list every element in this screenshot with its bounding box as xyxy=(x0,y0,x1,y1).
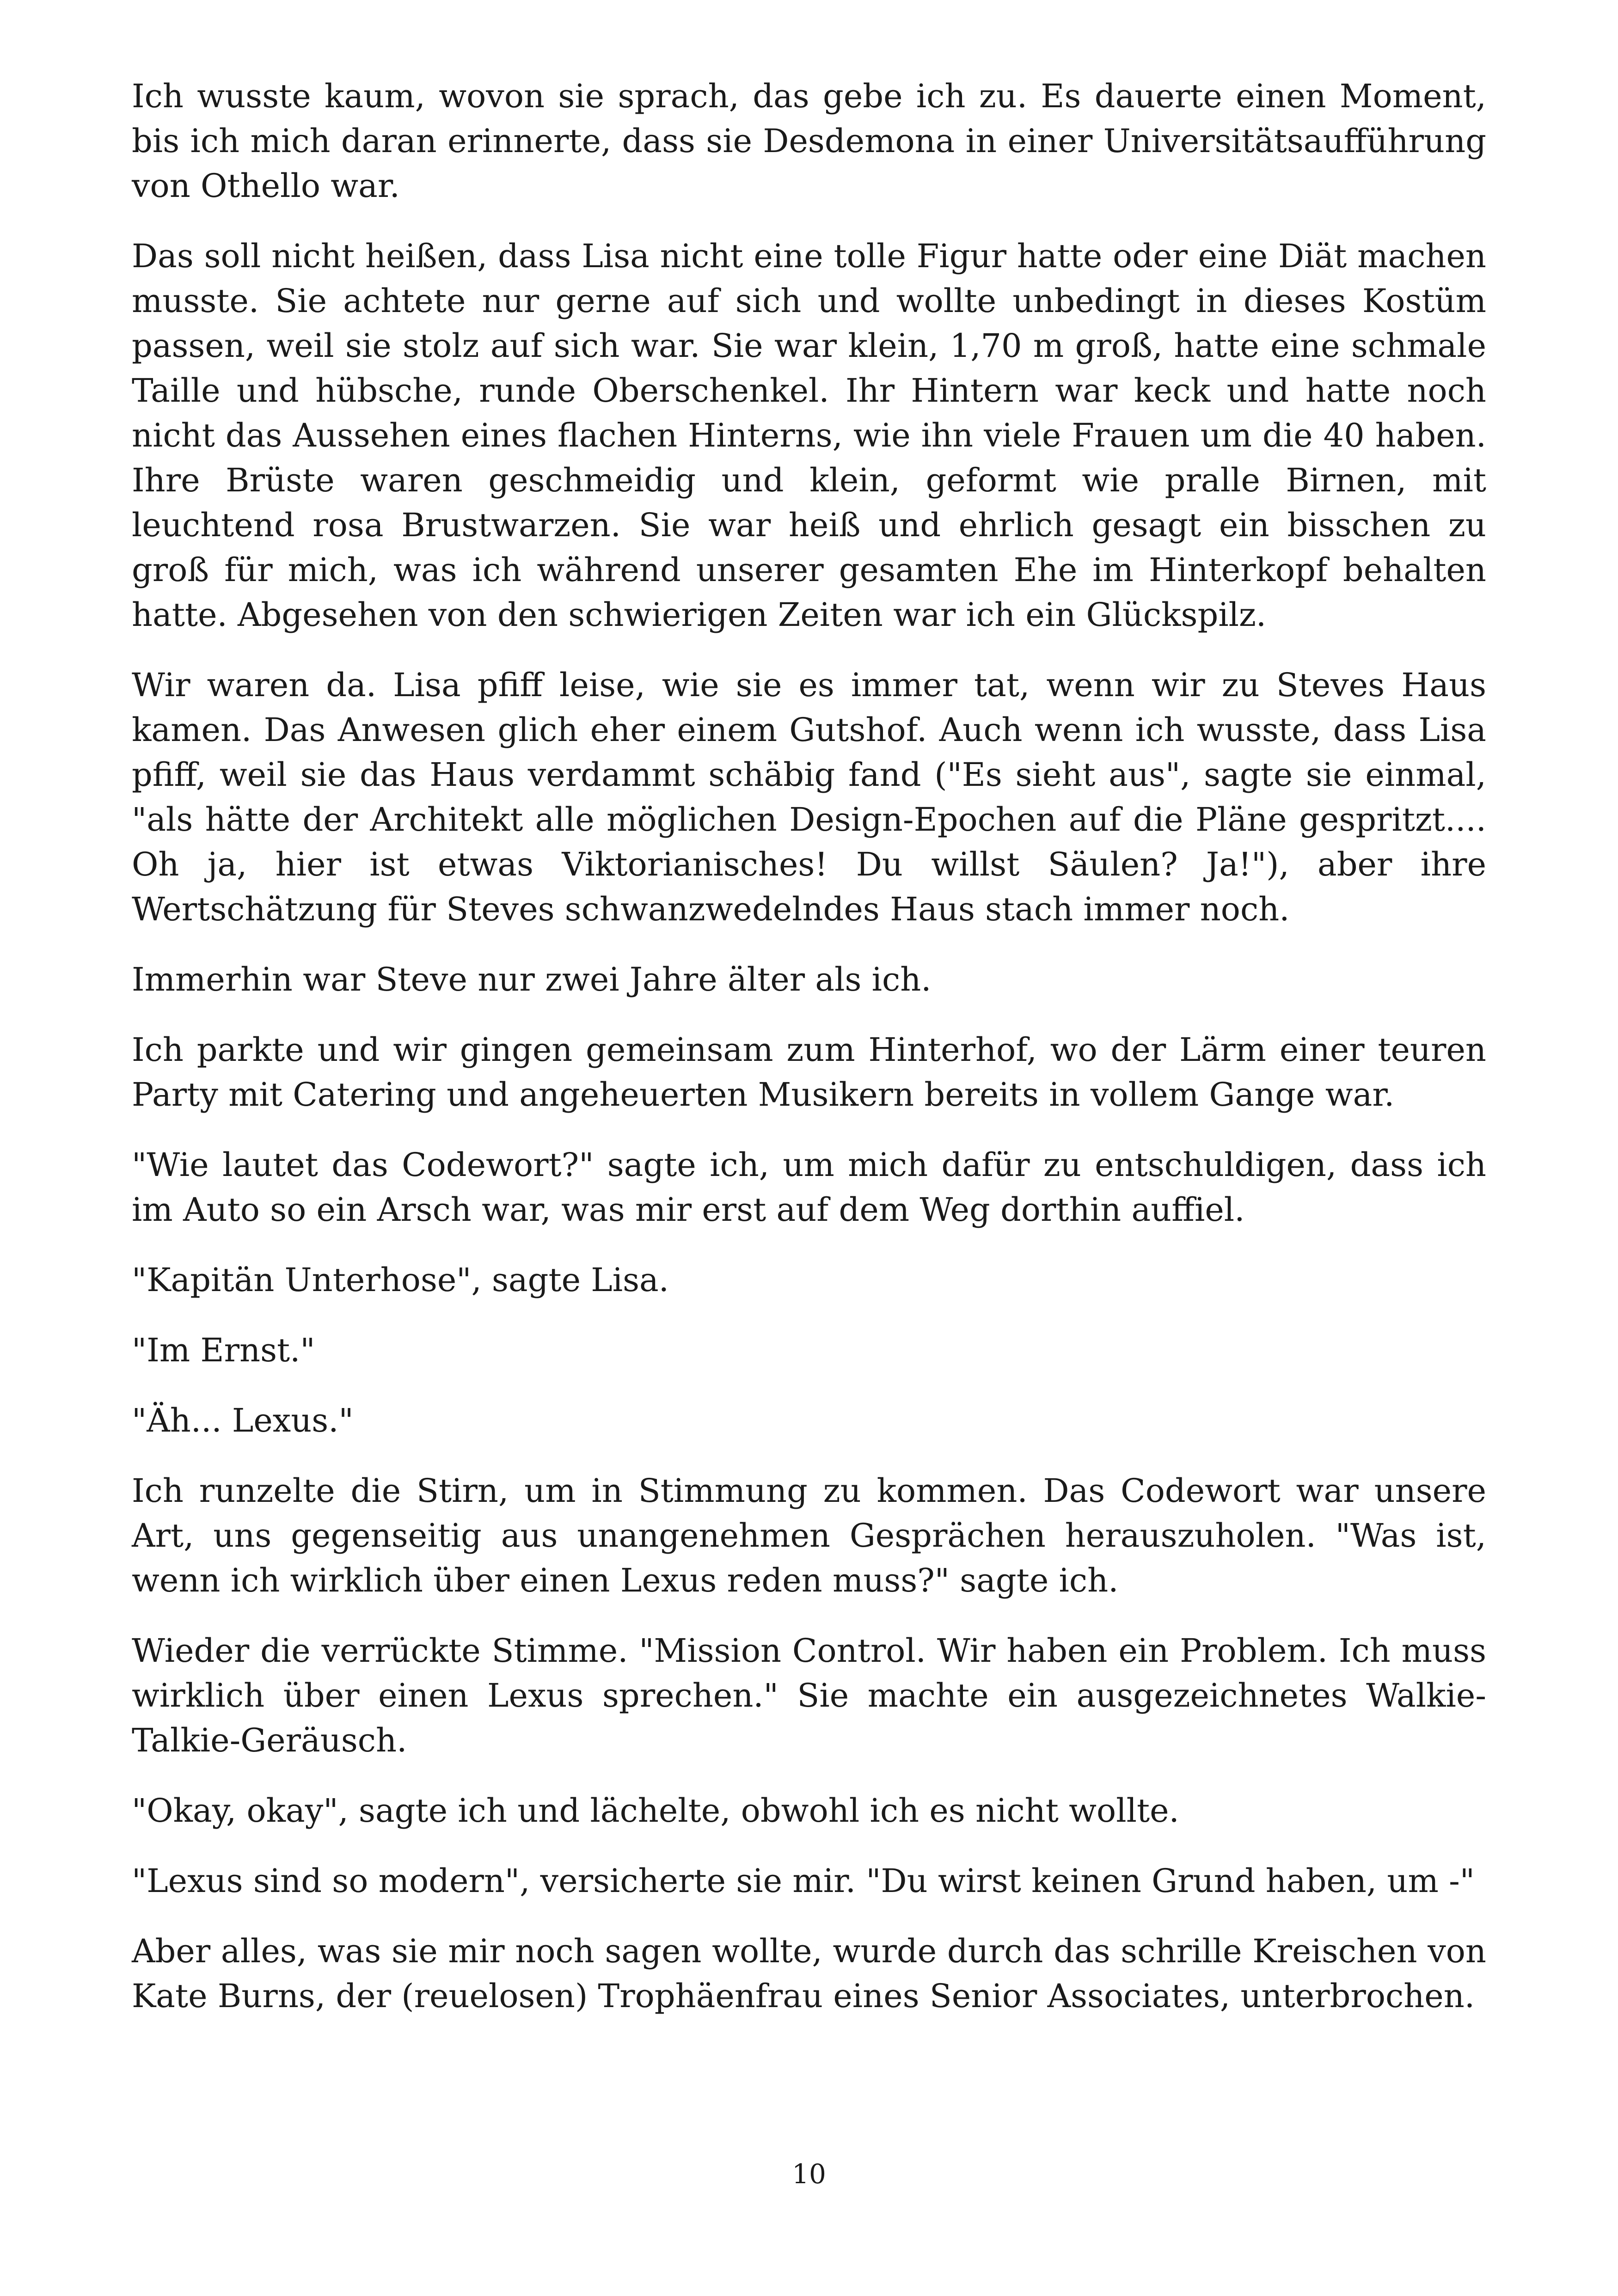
page-number: 10 xyxy=(792,2158,826,2190)
page-body xyxy=(132,74,1486,2044)
paragraph: "Kapitän Unterhose", sagte Lisa. xyxy=(132,1261,669,1299)
paragraph: Immerhin war Steve nur zwei Jahre älter als ich. xyxy=(132,961,932,998)
paragraph: Ich parkte und wir gingen gemeinsam zum Hinterhof, wo der Lärm einer teuren Party mit Catering und angeheuerten Musikern bereits in vollem Gange war. xyxy=(132,1031,1486,1114)
paragraph: Das soll nicht heißen, dass Lisa nicht eine tolle Figur hatte oder eine Diät machen musste. Sie achtete nur gerne auf sich und wollte unbedingt in dieses Kostüm passen, weil sie stolz auf sich war. Sie war klein, 1,70 m groß, hatte eine schmale Taille und hübsche, runde Oberschenkel. Ihr Hintern war keck und hatte noch nicht das Aussehen eines flachen Hinterns, wie ihn viele Frauen um die 40 haben. Ihre Brüste waren geschmeidig und klein, geformt wie pralle Birnen, mit leuchtend rosa Brustwarzen. Sie war heiß und ehrlich gesagt ein bisschen zu groß für mich, was ich während unserer gesamten Ehe im Hinterkopf behalten hatte. Abgesehen von den schwierigen Zeiten war ich ein Glückspilz. xyxy=(132,237,1486,634)
paragraph: Wir waren da. Lisa pfiff leise, wie sie es immer tat, wenn wir zu Steves Haus kamen. Das Anwesen glich eher einem Gutshof. Auch wenn ich wusste, dass Lisa pfiff, weil sie das Haus verdammt schäbig fand ("Es sieht aus", sagte sie einmal, "als hätte der Architekt alle möglichen Design-Epochen auf die Pläne gespritzt.... Oh ja, hier ist etwas Viktorianisches! Du willst Säulen? Ja!"), aber ihre Wertschätzung für Steves schwanzwedelndes Haus stach immer noch. xyxy=(132,666,1486,928)
paragraph: "Wie lautet das Codewort?" sagte ich, um mich dafür zu entschuldigen, dass ich im Auto so ein Arsch war, was mir erst auf dem Weg dorthin auffiel. xyxy=(132,1146,1486,1229)
paragraph: "Im Ernst." xyxy=(132,1331,315,1369)
paragraph: Wieder die verrückte Stimme. "Mission Control. Wir haben ein Problem. Ich muss wirklich über einen Lexus sprechen." Sie machte ein ausgezeichnetes Walkie-Talkie-Geräusch. xyxy=(132,1632,1486,1759)
paragraph: "Lexus sind so modern", versicherte sie mir. "Du wirst keinen Grund haben, um -" xyxy=(132,1862,1475,1900)
paragraph: "Okay, okay", sagte ich und lächelte, obwohl ich es nicht wollte. xyxy=(132,1792,1179,1830)
paragraph: "Äh... Lexus." xyxy=(132,1402,354,1439)
paragraph: Ich runzelte die Stirn, um in Stimmung zu kommen. Das Codewort war unsere Art, uns gegenseitig aus unangenehmen Gesprächen herauszuholen. "Was ist, wenn ich wirklich über einen Lexus reden muss?" sagte ich. xyxy=(132,1472,1486,1599)
paragraph: Aber alles, was sie mir noch sagen wollte, wurde durch das schrille Kreischen von Kate Burns, der (reuelosen) Trophäenfrau eines Senior Associates, unterbrochen. xyxy=(132,1932,1486,2015)
paragraph: Ich wusste kaum, wovon sie sprach, das gebe ich zu. Es dauerte einen Moment, bis ich mich daran erinnerte, dass sie Desdemona in einer Universitätsaufführung von Othello war. xyxy=(132,77,1486,205)
